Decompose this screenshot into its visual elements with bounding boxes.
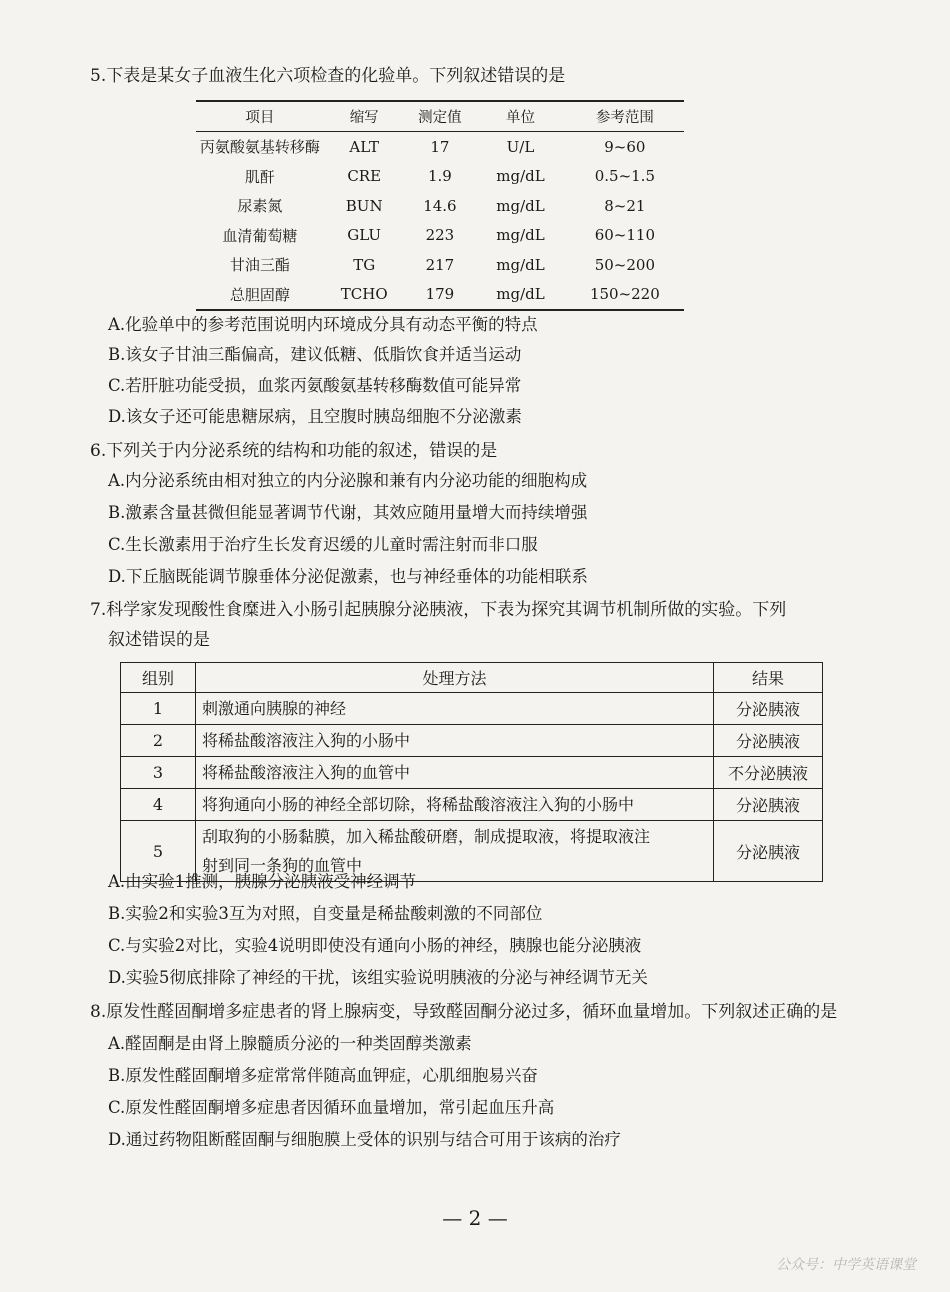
cell: U/L bbox=[506, 137, 535, 156]
cell-result: 分泌胰液 bbox=[714, 789, 823, 821]
cell: 9~60 bbox=[604, 137, 646, 156]
col-header: 单位 bbox=[475, 101, 565, 132]
cell: 甘油三酯 bbox=[229, 256, 290, 275]
cell: 14.6 bbox=[423, 196, 457, 215]
cell-group: 2 bbox=[121, 725, 196, 757]
cell: 血清葡萄糖 bbox=[222, 226, 298, 245]
cell: 223 bbox=[425, 226, 455, 245]
cell: 总胆固醇 bbox=[196, 280, 324, 311]
table-row bbox=[196, 221, 684, 251]
q6-option-a: A.内分泌系统由相对独立的内分泌腺和兼有内分泌功能的细胞构成 bbox=[108, 471, 588, 490]
cell-method: 刺激通向胰腺的神经 bbox=[196, 693, 714, 725]
cell: 肌酐 bbox=[244, 167, 275, 186]
table-row bbox=[121, 789, 823, 821]
cell: 17 bbox=[430, 137, 450, 156]
q5-option-c: C.若肝脏功能受损，血浆丙氨酸氨基转移酶数值可能异常 bbox=[108, 376, 522, 395]
table-header-row bbox=[196, 101, 684, 132]
q7-option-a: A.由实验1推测，胰腺分泌胰液受神经调节 bbox=[108, 872, 417, 891]
cell: 60~110 bbox=[594, 226, 655, 245]
col-header: 项目 bbox=[196, 101, 324, 132]
q6-option-d: D.下丘脑既能调节腺垂体分泌促激素，也与神经垂体的功能相联系 bbox=[108, 567, 588, 586]
table-row bbox=[121, 725, 823, 757]
q5-stem: 5.下表是某女子血液生化六项检查的化验单。下列叙述错误的是 bbox=[90, 66, 566, 86]
q6-stem: 6.下列关于内分泌系统的结构和功能的叙述，错误的是 bbox=[90, 441, 498, 461]
q8-option-b: B.原发性醛固酮增多症常常伴随高血钾症，心肌细胞易兴奋 bbox=[108, 1066, 538, 1085]
q5-option-d: D.该女子还可能患糖尿病，且空腹时胰岛细胞不分泌激素 bbox=[108, 407, 522, 426]
q7-stem: 7.科学家发现酸性食糜进入小肠引起胰腺分泌胰液，下表为探究其调节机制所做的实验。下列 bbox=[90, 600, 787, 620]
cell-group: 3 bbox=[121, 757, 196, 789]
cell: mg/dL bbox=[496, 226, 545, 245]
cell: 50~200 bbox=[594, 255, 655, 274]
col-header: 组别 bbox=[121, 663, 196, 693]
q5-option-b: B.该女子甘油三酯偏高，建议低糖、低脂饮食并适当运动 bbox=[108, 345, 522, 364]
table-row bbox=[196, 280, 684, 311]
q7-option-d: D.实验5彻底排除了神经的干扰，该组实验说明胰液的分泌与神经调节无关 bbox=[108, 968, 648, 987]
cell: ALT bbox=[349, 137, 379, 156]
method-line: 刮取狗的小肠黏膜，加入稀盐酸研磨，制成提取液，将提取液注 bbox=[202, 827, 651, 846]
cell: 1.9 bbox=[427, 167, 452, 186]
cell: mg/dL bbox=[496, 255, 545, 274]
col-header: 测定值 bbox=[405, 101, 476, 132]
q8-option-d: D.通过药物阻断醛固酮与细胞膜上受体的识别与结合可用于该病的治疗 bbox=[108, 1130, 621, 1149]
q6-option-c: C.生长激素用于治疗生长发育迟缓的儿童时需注射而非口服 bbox=[108, 535, 538, 554]
cell: 尿素氮 bbox=[237, 197, 283, 216]
cell: 丙氨酸氨基转移酶 bbox=[199, 138, 320, 157]
cell: 150~220 bbox=[566, 280, 684, 311]
cell: 0.5~1.5 bbox=[594, 167, 655, 186]
cell: mg/dL bbox=[475, 280, 565, 311]
q6-option-b: B.激素含量甚微但能显著调节代谢，其效应随用量增大而持续增强 bbox=[108, 503, 588, 522]
q7-option-b: B.实验2和实验3互为对照，自变量是稀盐酸刺激的不同部位 bbox=[108, 904, 543, 923]
cell-result: 不分泌胰液 bbox=[714, 757, 823, 789]
cell-result: 分泌胰液 bbox=[714, 821, 823, 882]
cell: 8~21 bbox=[604, 196, 646, 215]
cell: GLU bbox=[347, 226, 382, 245]
cell: mg/dL bbox=[496, 167, 545, 186]
cell: TG bbox=[353, 255, 376, 274]
cell-method: 将稀盐酸溶液注入狗的血管中 bbox=[196, 757, 714, 789]
cell: 217 bbox=[425, 255, 455, 274]
cell: 179 bbox=[405, 280, 476, 311]
table-row bbox=[196, 191, 684, 221]
cell-result: 分泌胰液 bbox=[714, 693, 823, 725]
q8-option-a: A.醛固酮是由肾上腺髓质分泌的一种类固醇类激素 bbox=[108, 1034, 472, 1053]
watermark: 公众号：中学英语课堂 bbox=[776, 1257, 916, 1273]
table-row bbox=[196, 132, 684, 162]
table-row bbox=[121, 757, 823, 789]
cell-method: 将稀盐酸溶液注入狗的小肠中 bbox=[196, 725, 714, 757]
cell-result: 分泌胰液 bbox=[714, 725, 823, 757]
q8-option-c: C.原发性醛固酮增多症患者因循环血量增加，常引起血压升高 bbox=[108, 1098, 555, 1117]
method-line: 射到同一条狗的血管中 bbox=[202, 856, 363, 875]
q8-stem: 8.原发性醛固酮增多症患者的肾上腺病变，导致醛固酮分泌过多，循环血量增加。下列叙述正确的是 bbox=[90, 1002, 838, 1022]
table-header-row bbox=[121, 663, 823, 693]
table-row bbox=[196, 250, 684, 280]
col-header: 结果 bbox=[714, 663, 823, 693]
col-header: 处理方法 bbox=[196, 663, 714, 693]
cell: TCHO bbox=[324, 280, 405, 311]
col-header: 缩写 bbox=[324, 101, 405, 132]
col-header: 参考范围 bbox=[566, 101, 684, 132]
table-row bbox=[196, 162, 684, 192]
cell: BUN bbox=[345, 196, 383, 215]
cell: mg/dL bbox=[496, 196, 545, 215]
cell-group: 4 bbox=[121, 789, 196, 821]
q7-option-c: C.与实验2对比，实验4说明即使没有通向小肠的神经，胰腺也能分泌胰液 bbox=[108, 936, 642, 955]
q7-experiment-table bbox=[120, 662, 823, 882]
cell-group: 1 bbox=[121, 693, 196, 725]
cell: CRE bbox=[347, 167, 382, 186]
page-number: — 2 — bbox=[442, 1206, 508, 1230]
q5-lab-table bbox=[196, 100, 684, 311]
table-row bbox=[121, 693, 823, 725]
q5-option-a: A.化验单中的参考范围说明内环境成分具有动态平衡的特点 bbox=[108, 315, 538, 334]
q7-stem-cont: 叙述错误的是 bbox=[108, 630, 210, 650]
cell-method: 将狗通向小肠的神经全部切除，将稀盐酸溶液注入狗的小肠中 bbox=[196, 789, 714, 821]
cell-group: 5 bbox=[121, 821, 196, 882]
